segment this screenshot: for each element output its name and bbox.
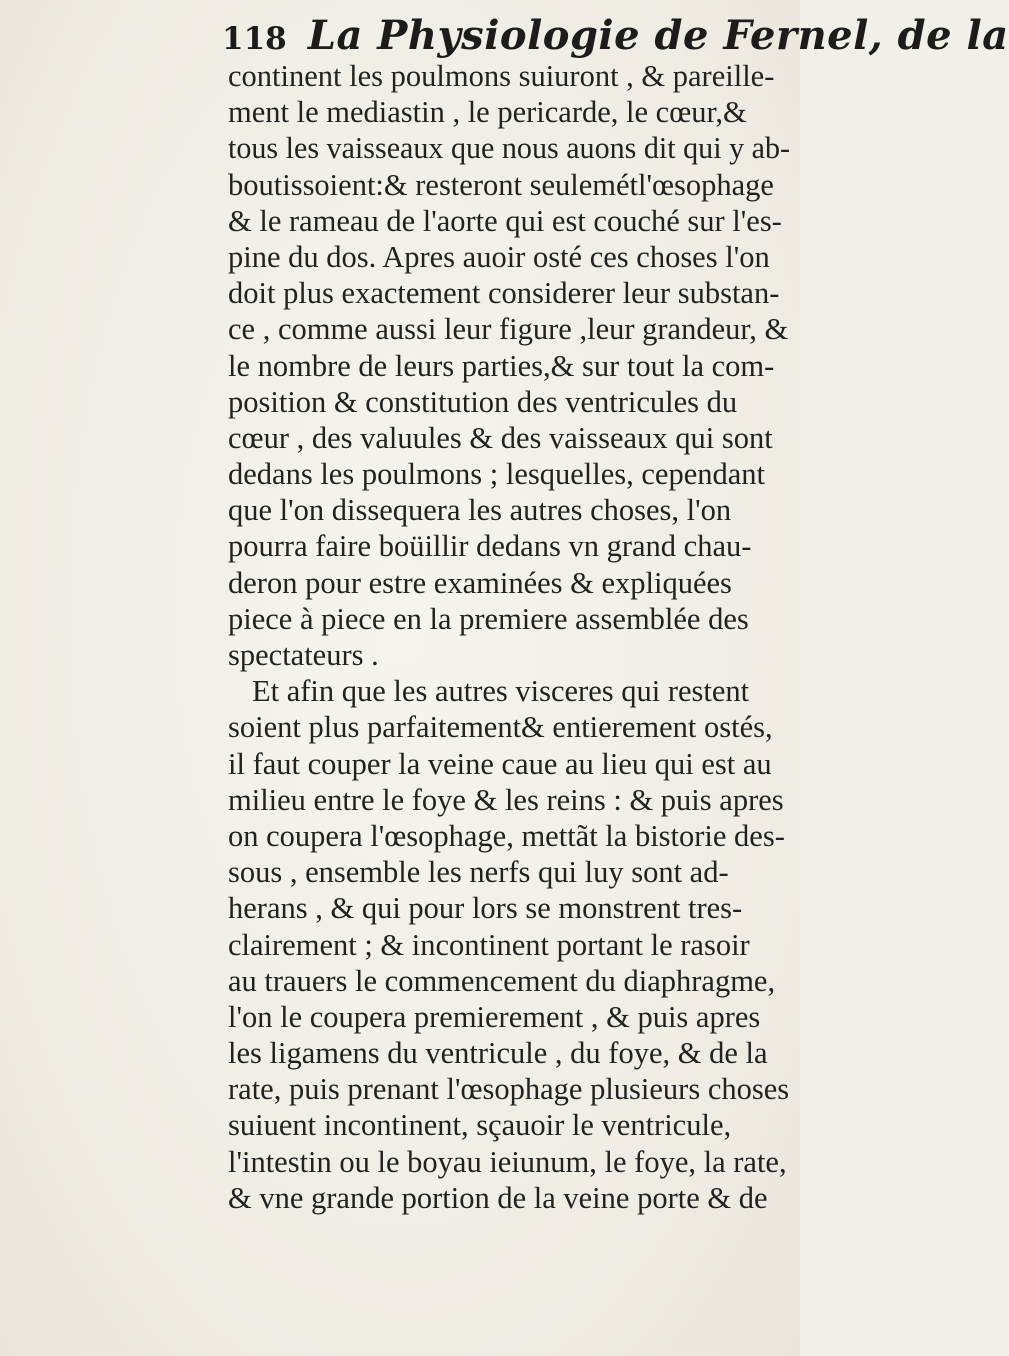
text-line: position & constitution des ventricules du bbox=[228, 384, 738, 419]
text-line: milieu entre le foye & les reins : & puis apres bbox=[228, 782, 784, 817]
text-line: il faut couper la veine caue au lieu qui est au bbox=[228, 746, 772, 781]
text-line: pourra faire boüillir dedans vn grand chau- bbox=[228, 529, 752, 564]
text-line: piece à piece en la premiere assemblée des bbox=[228, 601, 749, 636]
text-line: dedans les poulmons ; lesquelles, cependant bbox=[228, 457, 766, 492]
text-line: doit plus exactement considerer leur substan- bbox=[228, 276, 780, 311]
text-line: tous les vaisseaux que nous auons dit qui y ab- bbox=[228, 131, 791, 166]
text-line: spectateurs . bbox=[228, 638, 379, 672]
text-line: continent les poulmons suiuront , & pareille- bbox=[228, 59, 775, 93]
text-line: herans , & qui pour lors se monstrent tres- bbox=[228, 891, 743, 926]
running-title: La Physiologie de Fernel, de la bbox=[307, 12, 1009, 59]
text-line: au trauers le commencement du diaphragme, bbox=[228, 963, 776, 998]
text-line: ment le mediastin , le pericarde, le cœur,& bbox=[228, 95, 747, 130]
text-line: que l'on dissequera les autres choses, l'on bbox=[228, 493, 732, 528]
text-line: l'intestin ou le boyau ieiunum, le foye, la rate, bbox=[228, 1144, 787, 1179]
text-line: clairement ; & incontinent portant le rasoir bbox=[228, 927, 750, 962]
text-line: pine du dos. Apres auoir osté ces choses l'on bbox=[228, 239, 770, 274]
text-line: le nombre de leurs parties,& sur tout la com- bbox=[228, 348, 775, 383]
text-line: l'on le coupera premierement , & puis apres bbox=[228, 999, 761, 1034]
text-line: sous , ensemble les nerfs qui luy sont ad- bbox=[228, 855, 729, 890]
text-line: on coupera l'œsophage, mettãt la bistorie des- bbox=[228, 818, 785, 853]
page-number: 118 bbox=[222, 21, 287, 57]
text-line: deron pour estre examinées & expliquées bbox=[228, 565, 732, 600]
text-line: ce , comme aussi leur figure ,leur grandeur, & bbox=[228, 312, 789, 347]
text-line: Et afin que les autres visceres qui restent bbox=[252, 674, 750, 709]
text-line: & vne grande portion de la veine porte & de bbox=[228, 1180, 768, 1215]
text-line: & le rameau de l'aorte qui est couché sur l'es- bbox=[228, 203, 782, 238]
text-line: soient plus parfaitement& entierement ostés, bbox=[228, 710, 773, 745]
body-text bbox=[228, 58, 793, 1216]
text-line: rate, puis prenant l'œsophage plusieurs choses bbox=[228, 1072, 790, 1107]
text-line: les ligamens du ventricule , du foye, & de la bbox=[228, 1036, 768, 1071]
text-line: suiuent incontinent, sçauoir le ventricule, bbox=[228, 1108, 732, 1143]
text-line: cœur , des valuules & des vaisseaux qui sont bbox=[228, 420, 773, 455]
text-line: boutissoient:& resteront seulemétl'œsophage bbox=[228, 167, 774, 202]
